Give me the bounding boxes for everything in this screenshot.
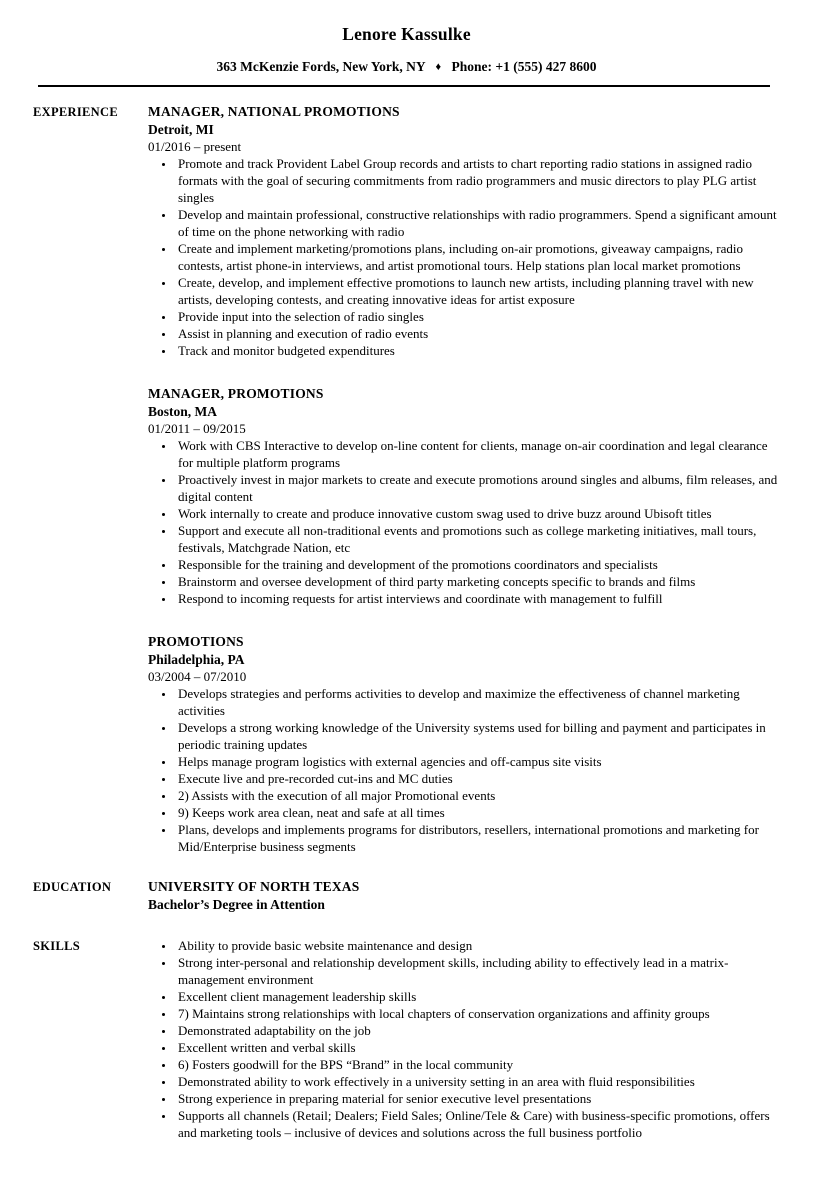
job-bullet: • Helps manage program logistics with external agencies and off-campus site visits xyxy=(175,753,780,770)
job-bullet: • Work internally to create and produce innovative custom swag used to drive buzz around Ubisoft titles xyxy=(175,505,780,522)
job-dates: 01/2011 – 09/2015 xyxy=(148,421,246,436)
job-bullet: • Develops strategies and performs activities to develop and maximize the effectiveness of channel marketing activities xyxy=(175,685,780,719)
job-entry-3 xyxy=(148,633,780,855)
job-bullet-list xyxy=(148,155,780,359)
job-location: Philadelphia, PA xyxy=(148,652,245,667)
skill-bullet: • Supports all channels (Retail; Dealers; Field Sales; Online/Tele & Care) with business-specific promotions, offers and marketing tools – inclusive of devices and solutions across the full business portfolio xyxy=(175,1107,780,1141)
job-location: Detroit, MI xyxy=(148,122,214,137)
experience-label: EXPERIENCE xyxy=(33,105,118,119)
job-bullet: • Assist in planning and execution of radio events xyxy=(175,325,780,342)
person-name: Lenore Kassulke xyxy=(342,24,471,44)
contact-phone: Phone: +1 (555) 427 8600 xyxy=(451,59,597,74)
job-bullet: • Provide input into the selection of radio singles xyxy=(175,308,780,325)
resume-header xyxy=(33,24,780,76)
section-skills xyxy=(33,937,780,1141)
header-divider xyxy=(38,85,770,87)
job-bullet: • Proactively invest in major markets to create and execute promotions around singles and albums, film releases, and digital content xyxy=(175,471,780,505)
job-bullet: • 9) Keeps work area clean, neat and safe at all times xyxy=(175,804,780,821)
skills-bullet-list xyxy=(148,937,780,1141)
job-dates: 01/2016 – present xyxy=(148,139,242,154)
job-bullet: • Develop and maintain professional, constructive relationships with radio programmers. Spend a significant amount of time on the phone networking with radio xyxy=(175,206,780,240)
job-bullet: • Respond to incoming requests for artist interviews and coordinate with management to fulfill xyxy=(175,590,780,607)
skill-bullet: • Demonstrated ability to work effectively in a university setting in an area with fluid responsibilities xyxy=(175,1073,780,1090)
skill-bullet: • 6) Fosters goodwill for the BPS “Brand” in the local community xyxy=(175,1056,780,1073)
experience-content xyxy=(148,103,780,855)
job-bullet: • Develops a strong working knowledge of the University systems used for billing and payment and participates in periodic training updates xyxy=(175,719,780,753)
job-bullet-list xyxy=(148,685,780,855)
job-location: Boston, MA xyxy=(148,404,218,419)
skills-content xyxy=(148,937,780,1141)
job-bullet: • Track and monitor budgeted expenditures xyxy=(175,342,780,359)
skill-bullet: • Ability to provide basic website maintenance and design xyxy=(175,937,780,954)
skill-bullet: • Strong experience in preparing material for senior executive level presentations xyxy=(175,1090,780,1107)
job-title: PROMOTIONS xyxy=(148,634,244,649)
skill-bullet: • Excellent client management leadership skills xyxy=(175,988,780,1005)
skill-bullet: • Excellent written and verbal skills xyxy=(175,1039,780,1056)
job-bullet: • Execute live and pre-recorded cut-ins and MC duties xyxy=(175,770,780,787)
job-bullet-list xyxy=(148,437,780,607)
skill-bullet: • 7) Maintains strong relationships with local chapters of conservation organizations and affinity groups xyxy=(175,1005,780,1022)
job-entry-1 xyxy=(148,103,780,359)
education-label: EDUCATION xyxy=(33,880,112,894)
job-title: MANAGER, PROMOTIONS xyxy=(148,386,324,401)
section-experience xyxy=(33,103,780,855)
job-bullet: • 2) Assists with the execution of all major Promotional events xyxy=(175,787,780,804)
education-content xyxy=(148,878,780,914)
job-bullet: • Create, develop, and implement effective promotions to launch new artists, including planning travel with new artists, developing contests, and creating innovative ideas for artist exposure xyxy=(175,274,780,308)
job-bullet: • Support and execute all non-traditional events and promotions such as college marketing initiatives, mall tours, festivals, Matchgrade Nation, etc xyxy=(175,522,780,556)
diamond-icon: ♦ xyxy=(435,61,442,73)
education-school: UNIVERSITY OF NORTH TEXAS xyxy=(148,879,360,894)
section-education xyxy=(33,878,780,914)
job-bullet: • Work with CBS Interactive to develop on-line content for clients, manage on-air coordination and legal clearance for multiple platform programs xyxy=(175,437,780,471)
job-dates: 03/2004 – 07/2010 xyxy=(148,669,247,684)
skill-bullet: • Demonstrated adaptability on the job xyxy=(175,1022,780,1039)
job-entry-2 xyxy=(148,385,780,607)
job-title: MANAGER, NATIONAL PROMOTIONS xyxy=(148,104,400,119)
education-degree: Bachelor’s Degree in Attention xyxy=(148,897,325,912)
contact-address: 363 McKenzie Fords, New York, NY xyxy=(216,59,426,74)
job-bullet: • Brainstorm and oversee development of third party marketing concepts specific to brands and films xyxy=(175,573,780,590)
job-bullet: • Promote and track Provident Label Group records and artists to chart reporting radio stations in assigned radio formats with the goal of securing commitments from radio programmers and music directors to play PLG artist singles xyxy=(175,155,780,206)
contact-line xyxy=(33,58,780,76)
skills-label: SKILLS xyxy=(33,939,80,953)
job-bullet: • Responsible for the training and development of the promotions coordinators and specialists xyxy=(175,556,780,573)
skill-bullet: • Strong inter-personal and relationship development skills, including ability to effectively lead in a matrix-management environment xyxy=(175,954,780,988)
resume-body xyxy=(33,103,780,1141)
job-bullet: • Plans, develops and implements programs for distributors, resellers, international promotions and marketing for Mid/Enterprise business segments xyxy=(175,821,780,855)
job-bullet: • Create and implement marketing/promotions plans, including on-air promotions, giveaway campaigns, radio contests, artist phone-in interviews, and artist promotional tours. Help stations plan local market promotions xyxy=(175,240,780,274)
